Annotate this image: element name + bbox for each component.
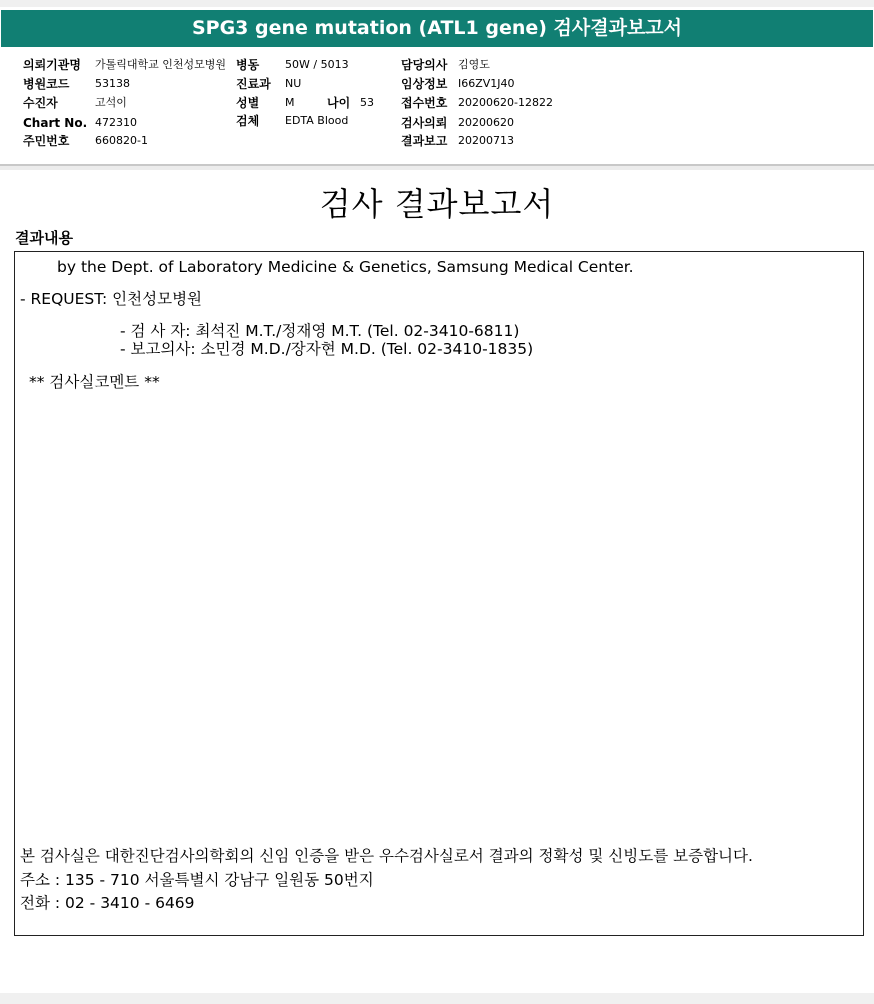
hospital-code-label: 병원코드 [23, 77, 70, 91]
patient-value: 고석이 [95, 96, 127, 109]
department-label: 진료과 [236, 77, 271, 91]
resident-no-value: 660820-1 [95, 134, 148, 147]
phone-line: 전화 : 02 - 3410 - 6469 [20, 894, 195, 912]
accession-value: 20200620-12822 [458, 96, 553, 109]
specimen-label: 검체 [236, 114, 260, 128]
top-strip [0, 0, 874, 7]
request-date-value: 20200620 [458, 116, 514, 129]
report-date-value: 20200713 [458, 134, 514, 147]
clinical-info-label: 임상정보 [401, 77, 448, 91]
patient-label: 수진자 [23, 96, 58, 110]
report-header-title: SPG3 gene mutation (ATL1 gene) 검사결과보고서 [1, 10, 873, 47]
lab-comment-heading: ** 검사실코멘트 ** [29, 373, 160, 391]
chart-no-value: 472310 [95, 116, 137, 129]
reporting-doctor-line: - 보고의사: 소민경 M.D./장자현 M.D. (Tel. 02-3410-1835) [120, 340, 534, 358]
address-line: 주소 : 135 - 710 서울특별시 강남구 일원동 50번지 [20, 871, 374, 889]
report-title: 검사 결과보고서 [319, 185, 555, 223]
sex-value: M [285, 96, 295, 109]
request-date-label: 검사의뢰 [401, 116, 448, 130]
ward-value: 50W / 5013 [285, 58, 349, 71]
info-divider-shadow [0, 166, 874, 170]
doctor-label: 담당의사 [401, 58, 448, 72]
clinical-info-value: I66ZV1J40 [458, 77, 515, 90]
age-label: 나이 [327, 96, 351, 110]
department-value: NU [285, 77, 302, 90]
sex-label: 성별 [236, 96, 260, 110]
hospital-label: 의뢰기관명 [23, 58, 81, 72]
hospital-value: 가톨릭대학교 인천성모병원 [95, 58, 227, 71]
accession-label: 접수번호 [401, 96, 448, 110]
bottom-strip [0, 993, 874, 1004]
ward-label: 병동 [236, 58, 260, 72]
resident-no-label: 주민번호 [23, 134, 70, 148]
doctor-value: 김영도 [458, 58, 490, 71]
examiner-line: - 검 사 자: 최석진 M.T./정재영 M.T. (Tel. 02-3410-6811) [120, 322, 520, 340]
age-value: 53 [360, 96, 374, 109]
report-date-label: 결과보고 [401, 134, 448, 148]
result-section-label: 결과내용 [15, 229, 73, 247]
specimen-value: EDTA Blood [285, 114, 349, 127]
result-content-box [14, 251, 864, 936]
certification-statement: 본 검사실은 대한진단검사의학회의 신임 인증을 받은 우수검사실로서 결과의 정확성 및 신빙도를 보증합니다. [20, 847, 753, 865]
lab-credit-line: by the Dept. of Laboratory Medicine & Genetics, Samsung Medical Center. [57, 258, 634, 276]
hospital-code-value: 53138 [95, 77, 130, 90]
request-line: - REQUEST: 인천성모병원 [20, 290, 203, 308]
chart-no-label: Chart No. [23, 116, 88, 130]
patient-info-panel [0, 52, 874, 164]
